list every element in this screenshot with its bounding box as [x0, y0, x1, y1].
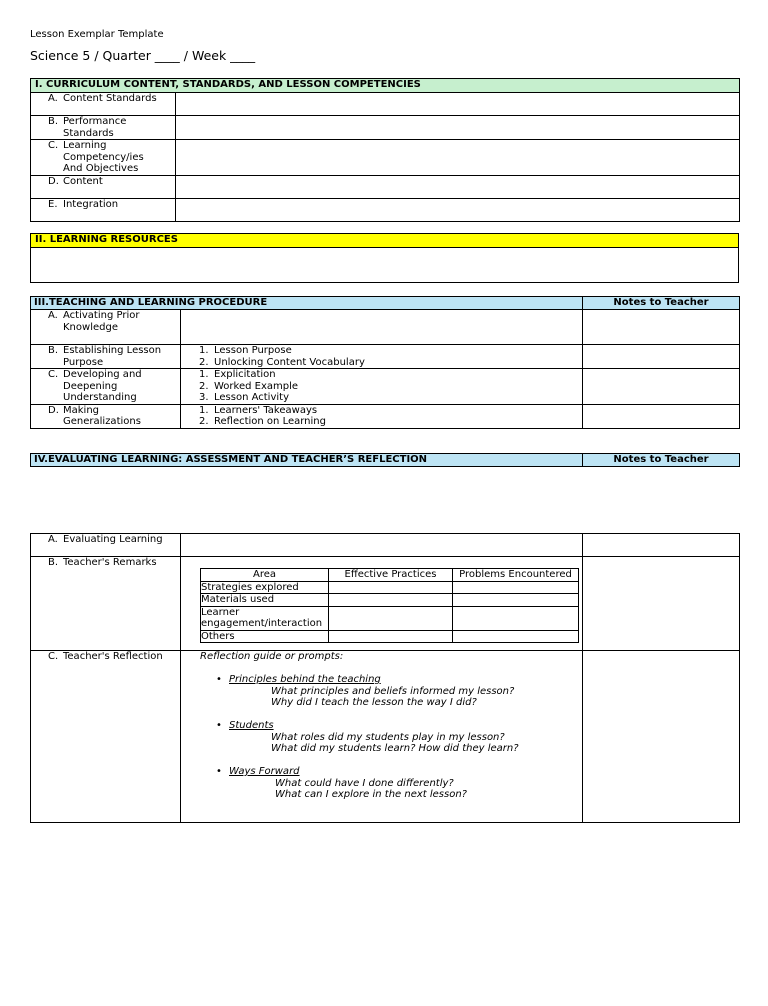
row-developing-understanding: C. Developing and Deepening Understanding: [31, 369, 181, 405]
remarks-cell: [181, 557, 583, 651]
activating-cell[interactable]: [181, 310, 583, 345]
learning-resources-cell[interactable]: [31, 248, 739, 283]
remarks-effective-cell[interactable]: [329, 581, 453, 594]
reflection-group: • Ways Forward What could have I done differently? What can I explore in the next lesson?: [216, 766, 467, 800]
evaluating-header-table: [30, 453, 740, 467]
generalizations-notes-cell[interactable]: [583, 404, 740, 428]
row-integration: E. Integration: [31, 198, 176, 221]
developing-notes-cell[interactable]: [583, 369, 740, 405]
reflection-heading: Students: [229, 720, 274, 731]
row-establishing-lesson-purpose: B. Establishing Lesson Purpose: [31, 345, 181, 369]
reflection-group: • Students What roles did my students play in my lesson? What did my students learn? How did they learn?: [216, 720, 519, 754]
remarks-problems-cell[interactable]: [453, 581, 579, 594]
remarks-header-effective: Effective Practices: [329, 569, 453, 582]
integration-cell[interactable]: [176, 198, 740, 221]
content-standards-cell[interactable]: [176, 93, 740, 116]
remarks-header-area: Area: [201, 569, 329, 582]
section-1-title: I. CURRICULUM CONTENT, STANDARDS, AND LESSON COMPETENCIES: [31, 79, 740, 93]
remarks-problems-cell[interactable]: [453, 630, 579, 643]
row-content: D. Content: [31, 175, 176, 198]
remarks-area-materials: Materials used: [201, 594, 329, 607]
remarks-effective-cell[interactable]: [329, 594, 453, 607]
developing-cell[interactable]: 1. Explicitation 2. Worked Example 3. Lesson Activity: [181, 369, 583, 405]
evaluating-table: [30, 533, 740, 823]
row-content-standards: A. Content Standards: [31, 93, 176, 116]
generalizations-cell[interactable]: 1. Learners' Takeaways 2. Reflection on Learning: [181, 404, 583, 428]
notes-to-teacher-header-2: Notes to Teacher: [583, 454, 740, 467]
performance-standards-cell[interactable]: [176, 116, 740, 140]
reflection-cell: [181, 651, 583, 823]
activating-notes-cell[interactable]: [583, 310, 740, 345]
establishing-notes-cell[interactable]: [583, 345, 740, 369]
reflection-heading: Ways Forward: [229, 766, 300, 777]
remarks-problems-cell[interactable]: [453, 606, 579, 630]
reflection-notes-cell[interactable]: [583, 651, 740, 823]
section-3-title: III.TEACHING AND LEARNING PROCEDURE: [31, 297, 583, 310]
row-learning-competency: C. Learning Competency/ies And Objectives: [31, 140, 176, 176]
subject-line: Science 5 / Quarter ____ / Week ____: [30, 48, 256, 63]
content-cell[interactable]: [176, 175, 740, 198]
remarks-problems-cell[interactable]: [453, 594, 579, 607]
row-making-generalizations: D. Making Generalizations: [31, 404, 181, 428]
section-2-title: II. LEARNING RESOURCES: [31, 234, 739, 248]
remarks-effective-cell[interactable]: [329, 630, 453, 643]
remarks-area-engagement: Learner engagement/interaction: [201, 606, 329, 630]
notes-to-teacher-header: Notes to Teacher: [583, 297, 740, 310]
remarks-table: [200, 568, 579, 643]
row-teachers-remarks: B. Teacher's Remarks: [31, 557, 181, 651]
row-evaluating-learning: A. Evaluating Learning: [31, 534, 181, 557]
row-teachers-reflection: C. Teacher's Reflection: [31, 651, 181, 823]
template-title: Lesson Exemplar Template: [30, 29, 164, 40]
remarks-notes-cell[interactable]: [583, 557, 740, 651]
remarks-effective-cell[interactable]: [329, 606, 453, 630]
evaluating-cell[interactable]: [181, 534, 583, 557]
reflection-heading: Principles behind the teaching: [229, 674, 381, 685]
evaluating-notes-cell[interactable]: [583, 534, 740, 557]
procedure-table: [30, 296, 740, 429]
reflection-intro: Reflection guide or prompts:: [200, 651, 344, 662]
establishing-cell[interactable]: 1. Lesson Purpose 2. Unlocking Content Vocabulary: [181, 345, 583, 369]
learning-resources-table: [30, 233, 739, 283]
remarks-area-others: Others: [201, 630, 329, 643]
row-activating-prior-knowledge: A. Activating Prior Knowledge: [31, 310, 181, 345]
learning-competency-cell[interactable]: [176, 140, 740, 176]
curriculum-table: [30, 78, 740, 222]
remarks-header-problems: Problems Encountered: [453, 569, 579, 582]
reflection-group: • Principles behind the teaching What principles and beliefs informed my lesson? Why did I teach the lesson the way I did?: [216, 674, 515, 708]
row-performance-standards: B. Performance Standards: [31, 116, 176, 140]
remarks-area-strategies: Strategies explored: [201, 581, 329, 594]
section-4-title: IV.EVALUATING LEARNING: ASSESSMENT AND TEACHER’S REFLECTION: [31, 454, 583, 467]
